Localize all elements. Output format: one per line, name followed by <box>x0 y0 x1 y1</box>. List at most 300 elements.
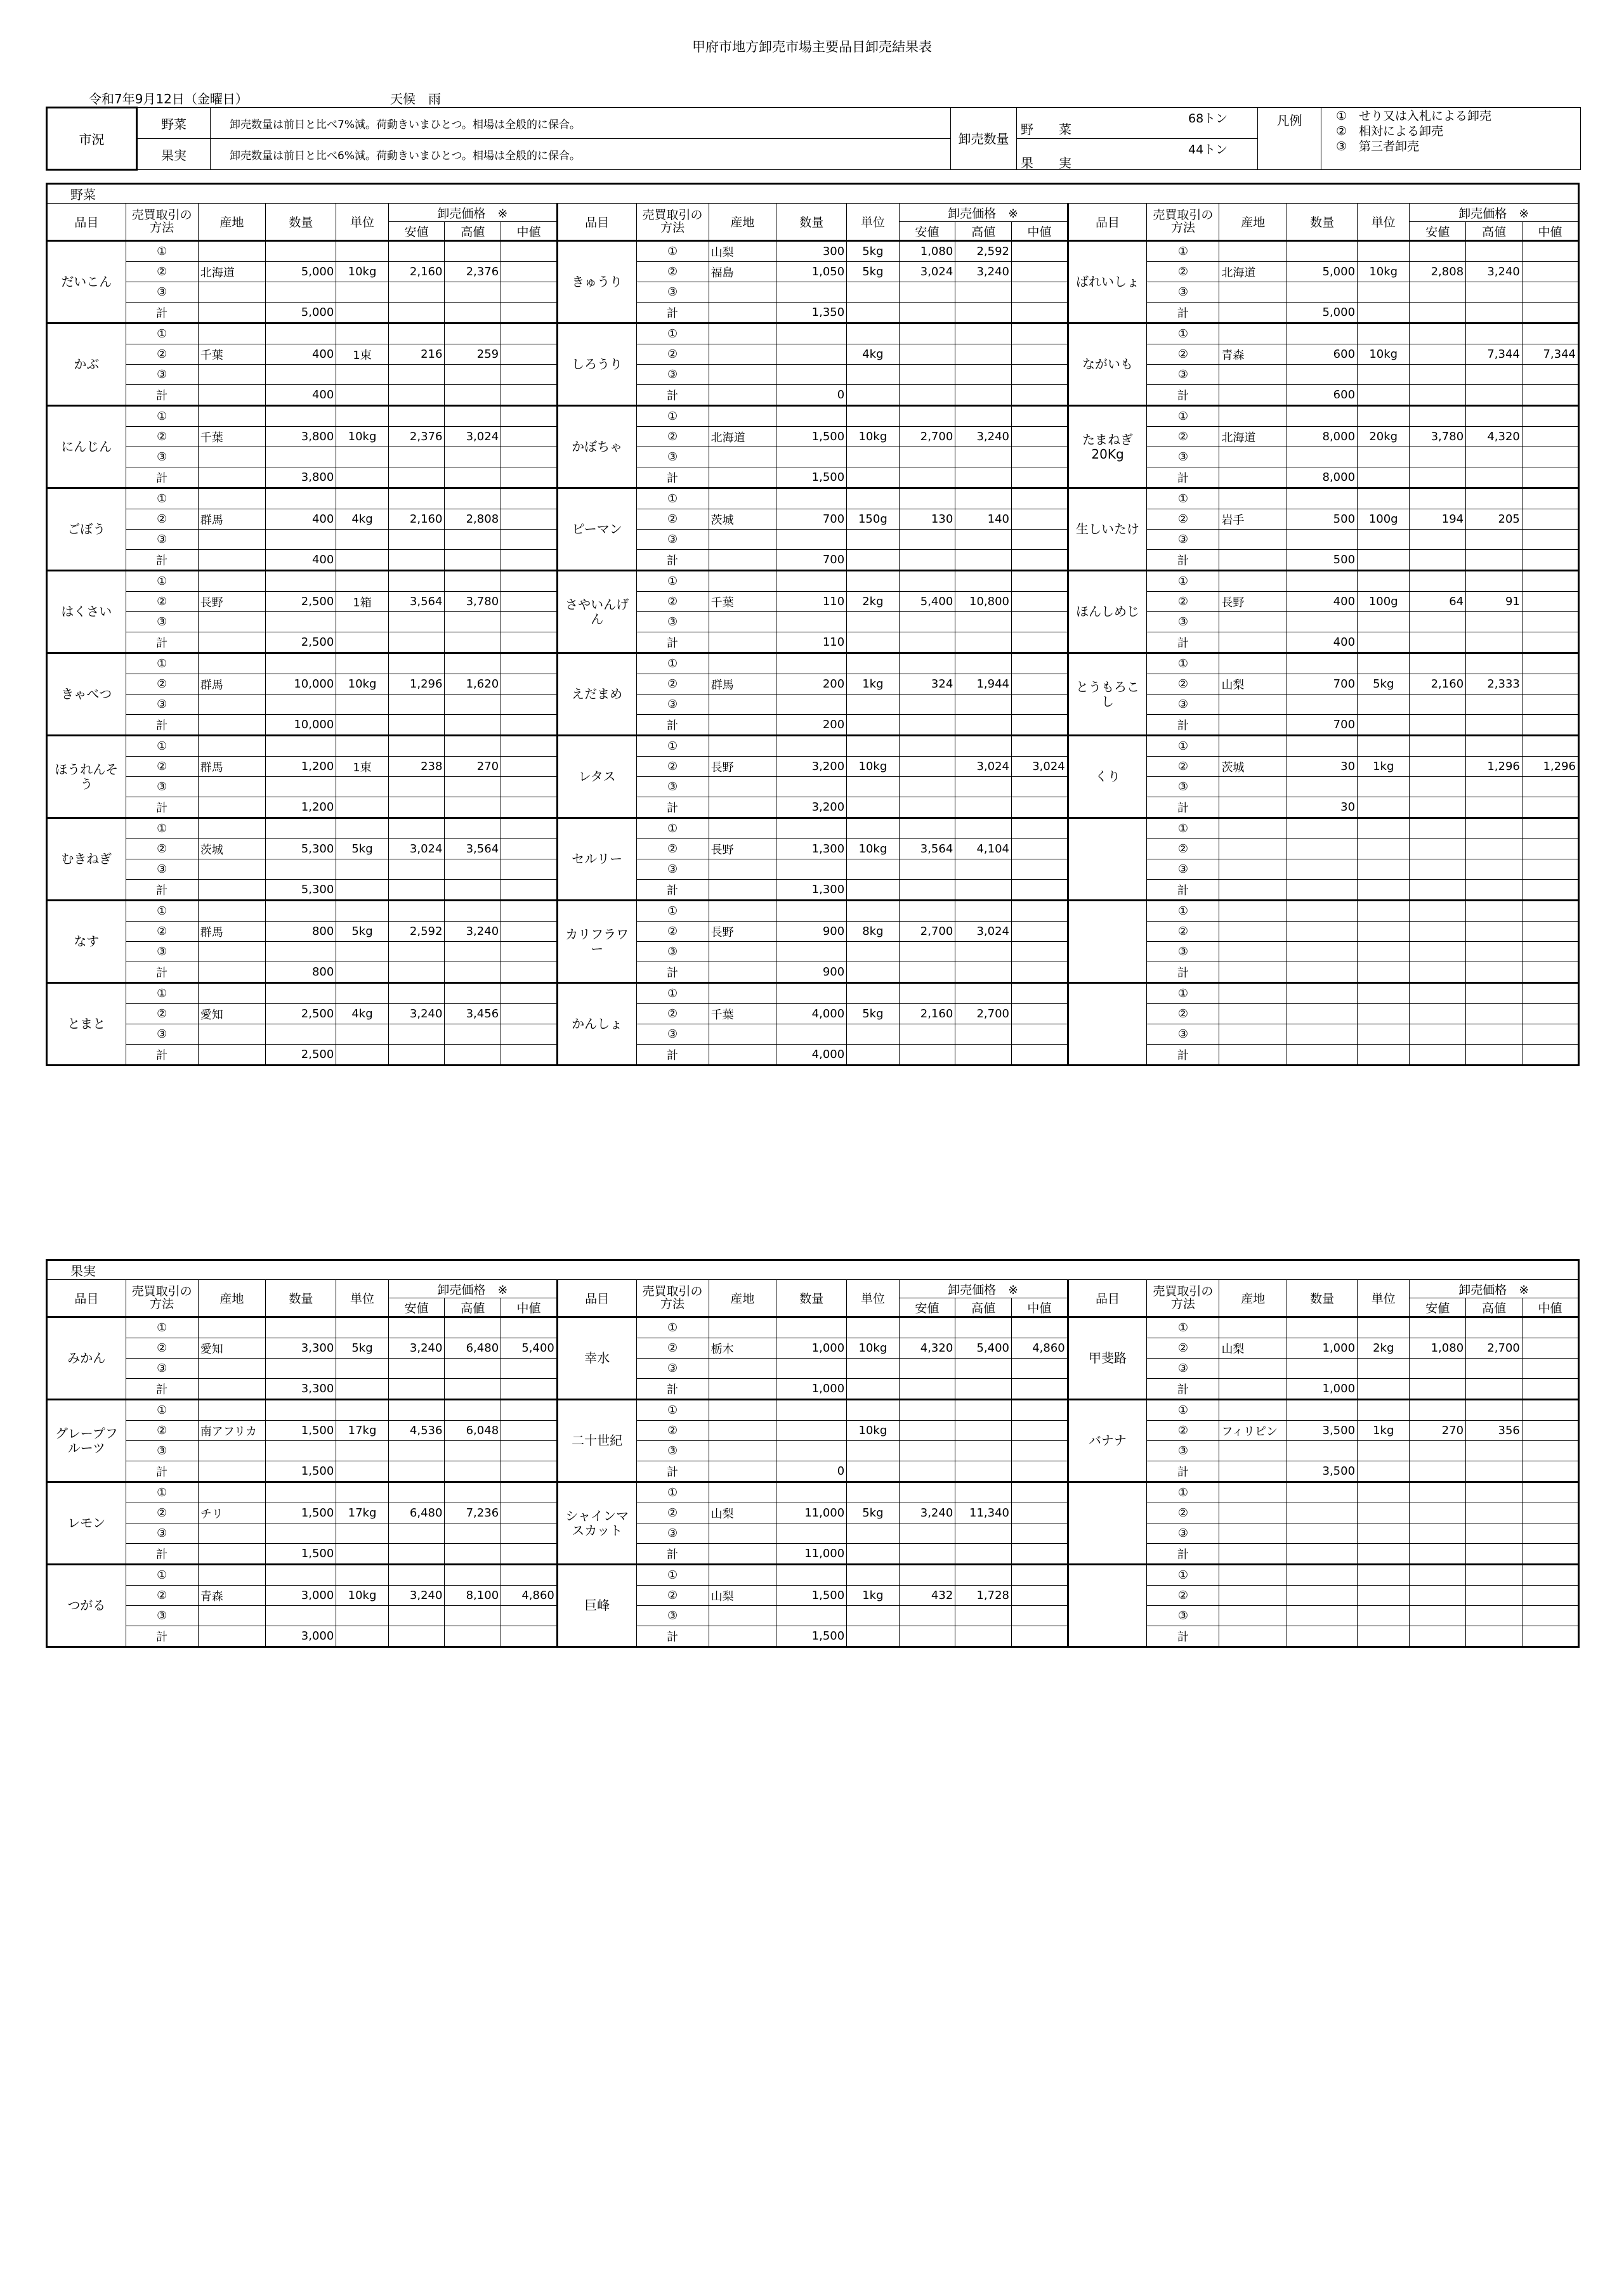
col-mid: 中値 <box>1012 1298 1068 1317</box>
origin: 福島 <box>709 262 776 282</box>
price-high <box>1466 1544 1522 1565</box>
price-low <box>1410 1024 1466 1045</box>
price-mid <box>501 365 558 385</box>
origin: 群馬 <box>198 757 266 777</box>
unit: 5kg <box>847 1503 899 1523</box>
price-mid <box>501 983 558 1004</box>
origin <box>709 1482 776 1503</box>
price-high <box>445 942 501 962</box>
method-mark: ③ <box>636 942 709 962</box>
vegetable-table <box>46 183 1580 1066</box>
price-high: 3,240 <box>445 922 501 942</box>
method-mark: ② <box>1147 344 1219 365</box>
price-low: 130 <box>899 509 955 530</box>
table-row <box>47 241 1579 262</box>
origin <box>709 1544 776 1565</box>
unit <box>847 1400 899 1421</box>
price-mid <box>1522 550 1578 571</box>
item-name: むきねぎ <box>47 818 126 901</box>
origin <box>198 1317 266 1338</box>
price-low: 4,536 <box>388 1421 445 1441</box>
table-row <box>47 942 1579 962</box>
origin: 北海道 <box>198 262 266 282</box>
method-mark: ③ <box>1147 282 1219 303</box>
price-high <box>445 1565 501 1586</box>
price-mid <box>1522 859 1578 880</box>
unit <box>847 612 899 632</box>
method-mark: ① <box>126 653 198 674</box>
method-mark: ② <box>1147 509 1219 530</box>
origin: 北海道 <box>1219 262 1287 282</box>
item-name: 甲斐路 <box>1068 1317 1147 1400</box>
price-low: 5,400 <box>899 592 955 612</box>
table-row <box>47 323 1579 344</box>
method-mark: ③ <box>636 1024 709 1045</box>
price-high <box>955 1024 1012 1045</box>
price-high <box>445 653 501 674</box>
method-mark: ① <box>1147 323 1219 344</box>
price-mid <box>1522 406 1578 427</box>
table-row <box>47 385 1579 406</box>
total-quantity: 8,000 <box>1287 467 1358 488</box>
price-high <box>1466 1045 1522 1066</box>
item-name: みかん <box>47 1317 126 1400</box>
fruit-table <box>46 1259 1580 1648</box>
unit <box>847 818 899 839</box>
col-item: 品目 <box>1068 1280 1147 1317</box>
price-high <box>445 1045 501 1066</box>
price-mid <box>1522 241 1578 262</box>
quantity <box>776 859 847 880</box>
item-name: なす <box>47 901 126 983</box>
price-low <box>388 1359 445 1379</box>
price-low <box>899 488 955 509</box>
table-row <box>47 1461 1579 1482</box>
item-name: しろうり <box>557 323 636 406</box>
unit <box>847 715 899 736</box>
quantity: 4,000 <box>776 1004 847 1024</box>
price-low <box>388 1626 445 1647</box>
quantity <box>1287 859 1358 880</box>
price-mid <box>1012 777 1068 797</box>
method-mark: ③ <box>126 1523 198 1544</box>
price-low <box>899 530 955 550</box>
origin <box>1219 653 1287 674</box>
price-high <box>955 1045 1012 1066</box>
unit: 10kg <box>336 262 388 282</box>
origin <box>1219 612 1287 632</box>
price-mid <box>1522 1586 1578 1606</box>
table-row <box>47 406 1579 427</box>
total-quantity <box>1287 1045 1358 1066</box>
price-mid: 1,296 <box>1522 757 1578 777</box>
method-mark: 計 <box>126 385 198 406</box>
price-mid <box>501 839 558 859</box>
price-mid <box>1012 612 1068 632</box>
price-high: 4,104 <box>955 839 1012 859</box>
table-row <box>47 530 1579 550</box>
price-low <box>388 653 445 674</box>
origin <box>1219 1004 1287 1024</box>
total-quantity: 1,500 <box>776 467 847 488</box>
quantity <box>266 1441 336 1461</box>
price-high <box>955 385 1012 406</box>
price-high <box>445 1544 501 1565</box>
price-high <box>1466 1317 1522 1338</box>
unit <box>1358 901 1410 922</box>
section-label: 果実 <box>47 1260 1579 1280</box>
method-mark: 計 <box>636 303 709 323</box>
origin <box>1219 1565 1287 1586</box>
col-method: 売買取引の方法 <box>1147 1280 1219 1317</box>
unit <box>1358 1045 1410 1066</box>
price-high <box>955 1317 1012 1338</box>
method-mark: ② <box>126 1421 198 1441</box>
method-mark: ② <box>126 262 198 282</box>
price-high <box>955 901 1012 922</box>
price-mid <box>1012 406 1068 427</box>
price-low <box>388 1544 445 1565</box>
origin <box>709 530 776 550</box>
table-row <box>47 550 1579 571</box>
quantity: 1,050 <box>776 262 847 282</box>
unit <box>1358 241 1410 262</box>
price-low <box>899 282 955 303</box>
method-mark: ③ <box>126 1441 198 1461</box>
unit <box>336 488 388 509</box>
origin <box>709 632 776 653</box>
method-mark: ② <box>1147 1503 1219 1523</box>
method-mark: ③ <box>1147 530 1219 550</box>
total-quantity: 1,300 <box>776 880 847 901</box>
table-row <box>47 571 1579 592</box>
price-high: 5,400 <box>955 1338 1012 1359</box>
price-low <box>1410 550 1466 571</box>
unit: 10kg <box>336 674 388 695</box>
col-item: 品目 <box>1068 204 1147 241</box>
price-high <box>445 447 501 467</box>
unit <box>1358 1004 1410 1024</box>
unit <box>1358 777 1410 797</box>
origin <box>1219 406 1287 427</box>
total-quantity: 1,350 <box>776 303 847 323</box>
price-high: 205 <box>1466 509 1522 530</box>
col-method: 売買取引の方法 <box>126 204 198 241</box>
price-mid <box>1012 467 1068 488</box>
method-mark: ③ <box>1147 1024 1219 1045</box>
price-low <box>899 1461 955 1482</box>
price-low: 1,296 <box>388 674 445 695</box>
price-low <box>899 818 955 839</box>
origin <box>1219 880 1287 901</box>
unit <box>336 777 388 797</box>
price-high: 3,456 <box>445 1004 501 1024</box>
price-high: 2,700 <box>1466 1338 1522 1359</box>
unit: 10kg <box>847 427 899 447</box>
price-high <box>955 859 1012 880</box>
unit <box>1358 612 1410 632</box>
col-price: 卸売価格 ※ <box>1410 204 1579 222</box>
price-high: 2,592 <box>955 241 1012 262</box>
price-low <box>388 488 445 509</box>
method-mark: ③ <box>1147 365 1219 385</box>
item-name: えだまめ <box>557 653 636 736</box>
method-mark: ② <box>126 757 198 777</box>
quantity <box>266 1482 336 1503</box>
price-mid <box>501 1359 558 1379</box>
price-mid <box>501 674 558 695</box>
method-mark: 計 <box>126 797 198 818</box>
origin <box>198 818 266 839</box>
col-high: 高値 <box>445 1298 501 1317</box>
quantity <box>776 1317 847 1338</box>
unit <box>847 880 899 901</box>
method-mark: ① <box>636 406 709 427</box>
origin: 北海道 <box>709 427 776 447</box>
unit <box>847 1379 899 1400</box>
price-high: 10,800 <box>955 592 1012 612</box>
unit: 100g <box>1358 509 1410 530</box>
price-low: 3,240 <box>388 1004 445 1024</box>
col-method: 売買取引の方法 <box>636 204 709 241</box>
unit <box>336 715 388 736</box>
price-high <box>955 1523 1012 1544</box>
origin: 茨城 <box>1219 757 1287 777</box>
price-low: 238 <box>388 757 445 777</box>
origin <box>1219 365 1287 385</box>
total-quantity: 1,500 <box>266 1544 336 1565</box>
total-quantity: 1,200 <box>266 797 336 818</box>
col-origin: 産地 <box>709 204 776 241</box>
method-mark: ② <box>636 1586 709 1606</box>
method-mark: 計 <box>126 1626 198 1647</box>
price-high <box>1466 530 1522 550</box>
price-low <box>388 1461 445 1482</box>
price-mid <box>1012 1359 1068 1379</box>
price-mid <box>501 1024 558 1045</box>
unit <box>1358 983 1410 1004</box>
market-conditions-table <box>46 107 1581 171</box>
unit: 10kg <box>336 427 388 447</box>
price-mid <box>1012 983 1068 1004</box>
quantity: 600 <box>1287 344 1358 365</box>
unit: 5kg <box>1358 674 1410 695</box>
price-mid <box>501 406 558 427</box>
price-mid <box>1522 1626 1578 1647</box>
unit <box>1358 1503 1410 1523</box>
price-low <box>1410 1461 1466 1482</box>
method-mark: ③ <box>636 1441 709 1461</box>
price-high <box>445 571 501 592</box>
price-low <box>1410 839 1466 859</box>
price-low: 2,160 <box>1410 674 1466 695</box>
col-unit: 単位 <box>1358 1280 1410 1317</box>
market-fruit-label: 果実 <box>137 139 211 170</box>
price-mid <box>1012 344 1068 365</box>
total-quantity: 3,300 <box>266 1379 336 1400</box>
price-low <box>388 550 445 571</box>
price-low <box>899 1565 955 1586</box>
quantity <box>776 365 847 385</box>
origin <box>198 695 266 715</box>
origin: 千葉 <box>198 427 266 447</box>
price-low <box>388 1317 445 1338</box>
origin <box>198 385 266 406</box>
price-mid <box>501 385 558 406</box>
price-mid <box>501 467 558 488</box>
method-mark: 計 <box>636 1544 709 1565</box>
origin <box>198 365 266 385</box>
price-mid <box>1012 653 1068 674</box>
quantity: 1,500 <box>776 427 847 447</box>
unit <box>1358 1544 1410 1565</box>
col-low: 安値 <box>388 222 445 241</box>
price-high <box>1466 1482 1522 1503</box>
veg-volume: 68トン <box>1188 112 1228 126</box>
quantity <box>266 859 336 880</box>
price-low: 270 <box>1410 1421 1466 1441</box>
price-low: 2,160 <box>388 262 445 282</box>
unit: 5kg <box>336 1338 388 1359</box>
method-mark: ③ <box>636 447 709 467</box>
price-high <box>445 550 501 571</box>
quantity <box>1287 777 1358 797</box>
method-mark: ① <box>1147 818 1219 839</box>
origin <box>198 632 266 653</box>
price-low <box>388 901 445 922</box>
total-quantity: 3,800 <box>266 467 336 488</box>
item-name: ばれいしょ <box>1068 241 1147 323</box>
origin <box>198 550 266 571</box>
quantity <box>1287 695 1358 715</box>
price-mid <box>1012 1441 1068 1461</box>
quantity <box>1287 1359 1358 1379</box>
origin <box>1219 447 1287 467</box>
price-mid <box>1522 1317 1578 1338</box>
price-mid <box>1522 1004 1578 1024</box>
price-mid <box>501 777 558 797</box>
price-low: 2,592 <box>388 922 445 942</box>
quantity <box>776 695 847 715</box>
origin: 岩手 <box>1219 509 1287 530</box>
unit: 5kg <box>336 839 388 859</box>
item-name: きゃべつ <box>47 653 126 736</box>
item-name: 巨峰 <box>557 1565 636 1647</box>
quantity <box>266 241 336 262</box>
quantity: 2,500 <box>266 1004 336 1024</box>
method-mark: 計 <box>1147 467 1219 488</box>
method-mark: ① <box>636 736 709 757</box>
price-mid <box>501 344 558 365</box>
fruit-volume-cell <box>1017 139 1258 170</box>
method-mark: ① <box>636 1400 709 1421</box>
origin <box>709 1441 776 1461</box>
unit <box>1358 922 1410 942</box>
price-mid <box>1522 777 1578 797</box>
origin: 千葉 <box>198 344 266 365</box>
origin <box>709 1565 776 1586</box>
unit <box>847 303 899 323</box>
method-mark: ② <box>1147 674 1219 695</box>
price-mid <box>1012 1544 1068 1565</box>
method-mark: ③ <box>126 530 198 550</box>
origin <box>198 1626 266 1647</box>
origin <box>1219 1441 1287 1461</box>
table-row <box>47 839 1579 859</box>
origin <box>198 530 266 550</box>
unit <box>1358 839 1410 859</box>
method-mark: ② <box>1147 592 1219 612</box>
item-name: はくさい <box>47 571 126 653</box>
price-high: 356 <box>1466 1421 1522 1441</box>
unit <box>336 1441 388 1461</box>
price-mid <box>1012 962 1068 983</box>
quantity: 1,500 <box>266 1421 336 1441</box>
quantity: 800 <box>266 922 336 942</box>
price-mid <box>1012 922 1068 942</box>
price-mid <box>1522 632 1578 653</box>
method-mark: ③ <box>126 777 198 797</box>
item-name: とまと <box>47 983 126 1066</box>
price-high <box>955 530 1012 550</box>
price-high <box>955 467 1012 488</box>
price-mid <box>1522 467 1578 488</box>
origin <box>709 365 776 385</box>
price-high <box>1466 632 1522 653</box>
fruit-volume: 44トン <box>1188 143 1228 157</box>
unit <box>1358 1461 1410 1482</box>
origin: フィリピン <box>1219 1421 1287 1441</box>
col-qty: 数量 <box>266 204 336 241</box>
price-high: 3,240 <box>955 427 1012 447</box>
price-high <box>445 715 501 736</box>
total-quantity <box>1287 1626 1358 1647</box>
unit <box>847 282 899 303</box>
legend <box>1321 108 1581 170</box>
price-low <box>388 385 445 406</box>
price-high <box>1466 962 1522 983</box>
price-low <box>1410 488 1466 509</box>
table-row <box>47 736 1579 757</box>
price-mid <box>1522 674 1578 695</box>
origin <box>709 571 776 592</box>
price-low <box>1410 1317 1466 1338</box>
unit: 10kg <box>847 1421 899 1441</box>
price-high <box>1466 365 1522 385</box>
method-mark: 計 <box>636 1045 709 1066</box>
price-low <box>388 777 445 797</box>
method-mark: 計 <box>1147 1379 1219 1400</box>
price-low: 1,080 <box>1410 1338 1466 1359</box>
method-mark: 計 <box>636 550 709 571</box>
price-low <box>1410 1045 1466 1066</box>
quantity <box>1287 983 1358 1004</box>
price-low <box>1410 385 1466 406</box>
quantity: 1,000 <box>776 1338 847 1359</box>
price-high <box>445 1482 501 1503</box>
price-mid <box>1012 550 1068 571</box>
method-mark: ③ <box>126 1359 198 1379</box>
price-high <box>955 1441 1012 1461</box>
price-mid <box>1522 282 1578 303</box>
item-name: 幸水 <box>557 1317 636 1400</box>
method-mark: 計 <box>126 715 198 736</box>
price-low: 216 <box>388 344 445 365</box>
origin <box>709 1421 776 1441</box>
origin <box>198 715 266 736</box>
col-price: 卸売価格 ※ <box>1410 1280 1579 1298</box>
method-mark: 計 <box>1147 962 1219 983</box>
